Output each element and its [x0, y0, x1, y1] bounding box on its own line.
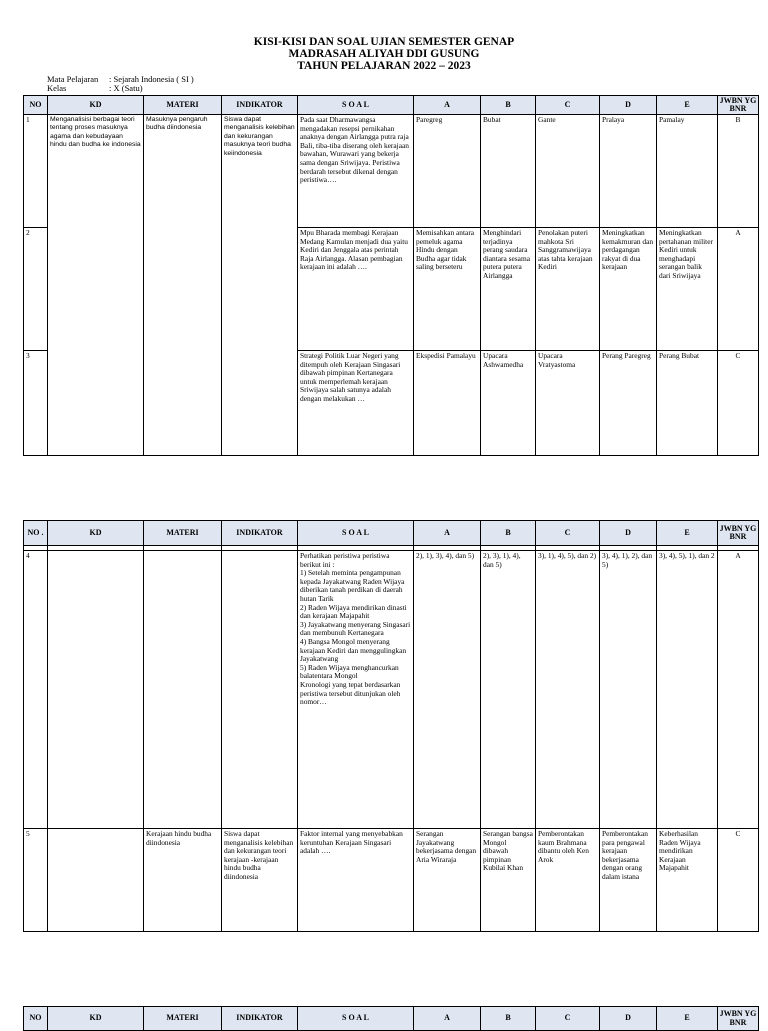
table-header-row: [24, 521, 759, 546]
table-row: [24, 829, 759, 932]
cell-option-d: Pralaya: [600, 115, 657, 228]
cell-option-b: Menghindari terjadinya perang saudara diantara sesama putera putera Airlangga: [481, 228, 536, 351]
col-header-c: C: [536, 1007, 600, 1031]
col-header-no: NO .: [24, 521, 48, 546]
col-header-no: NO: [24, 1007, 48, 1031]
cell-no: 1: [24, 115, 48, 228]
cell-option-d: Pemberontakan para pengawal kerajaan bekerjasama dengan orang dalam istana: [600, 829, 657, 932]
cell-soal: Pada saat Dharmawangsa mengadakan resepsi pernikahan anaknya dengan Airlangga putra raja Bali, tiba-tiba diserang oleh kerajaan bawahan, Wurawari yang bekerja sama dengan Sriwijaya. Peristiwa berdarah tersebut dikenal dengan peristiwa….: [298, 115, 414, 228]
cell-option-b: Upacara Ashwamedha: [481, 351, 536, 456]
col-header-no: NO: [24, 96, 48, 115]
cell-option-c: Upacara Vratyastoma: [536, 351, 600, 456]
meta-mapel-value: : Sejarah Indonesia ( SI ): [109, 74, 194, 84]
cell-jawaban: C: [718, 829, 759, 932]
cell-option-a: 2), 1), 3), 4), dan 5): [414, 551, 481, 829]
col-header-materi: MATERI: [144, 1007, 222, 1031]
table-row: [24, 115, 759, 228]
col-header-b: B: [481, 1007, 536, 1031]
soal-item: 1) Setelah meminta pengampunan kepada Jayakatwang Raden Wijaya diberikan tanah perdikan di daerah hutan Tarik: [300, 568, 405, 603]
cell-kd: Menganalisisi berbagai teori tentang proses masuknya agama dan kebudayaan hindu dan budha ke indonesia: [48, 115, 144, 456]
cell-no: 2: [24, 228, 48, 351]
col-header-materi: MATERI: [144, 521, 222, 546]
cell-kd: [48, 551, 144, 829]
cell-option-b: Bubat: [481, 115, 536, 228]
col-header-materi: MATERI: [144, 96, 222, 115]
cell-soal: [298, 551, 414, 829]
cell-no: 4: [24, 551, 48, 829]
cell-option-e: Meningkatkan pertahanan militer Kediri untuk menghadapi serangan balik dari Sriwijaya: [657, 228, 718, 351]
cell-option-a: Serangan Jayakatwang bekerjasama dengan Aria Wiraraja: [414, 829, 481, 932]
cell-materi: Masuknya pengaruh budha diindonesia: [144, 115, 222, 456]
soal-item: 3) Jayakatwang menyerang Singasari dan membunuh Kertanegara: [300, 619, 411, 638]
col-header-jawaban: JWBN YG BNR: [718, 521, 759, 546]
cell-option-c: Gante: [536, 115, 600, 228]
table-row: [24, 551, 759, 829]
col-header-kd: KD: [48, 521, 144, 546]
cell-option-b: Serangan bangsa Mongol dibawah pimpinan Kubilai Khan: [481, 829, 536, 932]
meta-mapel-label: Mata Pelajaran: [47, 74, 99, 84]
soal-closing: Kronologi yang tepat berdasarkan peristiwa tersebut ditunjukan oleh nomor…: [300, 679, 401, 707]
cell-indikator: Siswa dapat menganalisis kelebihan dan kekurangan teori kerajaan -kerajaan hindu budha diindonesia: [222, 829, 298, 932]
cell-soal: Faktor internal yang menyebabkan keruntuhan Kerajaan Singasari adalah ….: [298, 829, 414, 932]
col-header-soal: S O A L: [298, 1007, 414, 1031]
cell-option-a: Paregreg: [414, 115, 481, 228]
cell-no: 3: [24, 351, 48, 456]
col-header-c: C: [536, 96, 600, 115]
doc-title-line-3: TAHUN PELAJARAN 2022 – 2023: [297, 60, 471, 72]
cell-option-e: 3), 4), 5), 1), dan 2: [657, 551, 718, 829]
col-header-d: D: [600, 521, 657, 546]
cell-jawaban: A: [718, 551, 759, 829]
cell-option-d: Meningkatkan kemakmuran dan perdagangan rakyat di dua kerajaan: [600, 228, 657, 351]
col-header-soal: S O A L: [298, 96, 414, 115]
table-header-row: [24, 96, 759, 115]
cell-option-e: Pamalay: [657, 115, 718, 228]
kisi-table-3: [23, 1006, 759, 1031]
col-header-indikator: INDIKATOR: [222, 96, 298, 115]
meta-kelas-value: : X (Satu): [109, 83, 143, 93]
meta-kelas: [47, 84, 143, 93]
kisi-table-2: [23, 520, 759, 932]
col-header-indikator: INDIKATOR: [222, 521, 298, 546]
meta-kelas-label: Kelas: [47, 83, 67, 93]
cell-option-d: Perang Paregreg: [600, 351, 657, 456]
cell-option-d: 3), 4), 1), 2), dan 5): [600, 551, 657, 829]
cell-no: 5: [24, 829, 48, 932]
col-header-e: E: [657, 1007, 718, 1031]
table-header-row: [24, 1007, 759, 1031]
cell-soal: Mpu Bharada membagi Kerajaan Medang Kamulan menjadi dua yaitu Kediri dan Jenggala atas perintah Raja Airlangga. Alasan pembagian kerajaan ini adalah ….: [298, 228, 414, 351]
col-header-a: A: [414, 1007, 481, 1031]
cell-jawaban: B: [718, 115, 759, 228]
doc-title-line-1: KISI-KISI DAN SOAL UJIAN SEMESTER GENAP: [253, 36, 515, 48]
cell-option-a: Memisahkan antara pemeluk agama Hindu dengan Budha agar tidak saling berseteru: [414, 228, 481, 351]
cell-soal: Strategi Politik Luar Negeri yang ditempuh oleh Kerajaan Singasari dibawah pimpinan Kertanegara untuk memperlemah kerajaan Sriwijaya salah satunya adalah dengan melakukan …: [298, 351, 414, 456]
cell-jawaban: C: [718, 351, 759, 456]
cell-kd: [48, 829, 144, 932]
col-header-kd: KD: [48, 1007, 144, 1031]
col-header-soal: S O A L: [298, 521, 414, 546]
kisi-table-1: [23, 95, 759, 456]
cell-option-c: Penolakan puteri mahkota Sri Sanggramawijaya atas tahta kerajaan Kediri: [536, 228, 600, 351]
cell-option-e: Perang Bubat: [657, 351, 718, 456]
col-header-jawaban: JWBN YG BNR: [718, 1007, 759, 1031]
soal-item: 5) Raden Wijaya menghancurkan balatentara Mongol: [300, 662, 399, 681]
col-header-a: A: [414, 96, 481, 115]
col-header-b: B: [481, 96, 536, 115]
col-header-kd: KD: [48, 96, 144, 115]
col-header-indikator: INDIKATOR: [222, 1007, 298, 1031]
cell-indikator: Siswa dapat menganalisis kelebihan dan kekurangan masuknya teori budha keiindonesia: [222, 115, 298, 456]
col-header-b: B: [481, 521, 536, 546]
col-header-c: C: [536, 521, 600, 546]
soal-item: 4) Bangsa Mongol menyerang kerajaan Kediri dan menggulingkan Jayakatwang: [300, 636, 407, 664]
cell-indikator: [222, 551, 298, 829]
cell-materi: Kerajaan hindu budha diindonesia: [144, 829, 222, 932]
cell-jawaban: A: [718, 228, 759, 351]
cell-option-b: 2), 3), 1), 4), dan 5): [481, 551, 536, 829]
col-header-d: D: [600, 96, 657, 115]
col-header-e: E: [657, 96, 718, 115]
col-header-a: A: [414, 521, 481, 546]
cell-option-e: Keberhasilan Raden Wijaya mendirikan Kerajaan Majapahit: [657, 829, 718, 932]
soal-item: 2) Raden Wijaya mendirikan dinasti dan kerajaan Majapahit: [300, 602, 407, 621]
col-header-d: D: [600, 1007, 657, 1031]
soal-intro: Perhatikan peristiwa peristiwa berikut ini :: [300, 551, 390, 569]
col-header-jawaban: JWBN YG BNR: [718, 96, 759, 115]
cell-option-c: 3), 1), 4), 5), dan 2): [536, 551, 600, 829]
doc-title-line-2: MADRASAH ALIYAH DDI GUSUNG: [288, 48, 480, 60]
cell-option-a: Ekspedisi Pamalayu: [414, 351, 481, 456]
cell-option-c: Pemberontakan kaum Brahmana dibantu oleh Ken Arok: [536, 829, 600, 932]
col-header-e: E: [657, 521, 718, 546]
cell-materi: [144, 551, 222, 829]
